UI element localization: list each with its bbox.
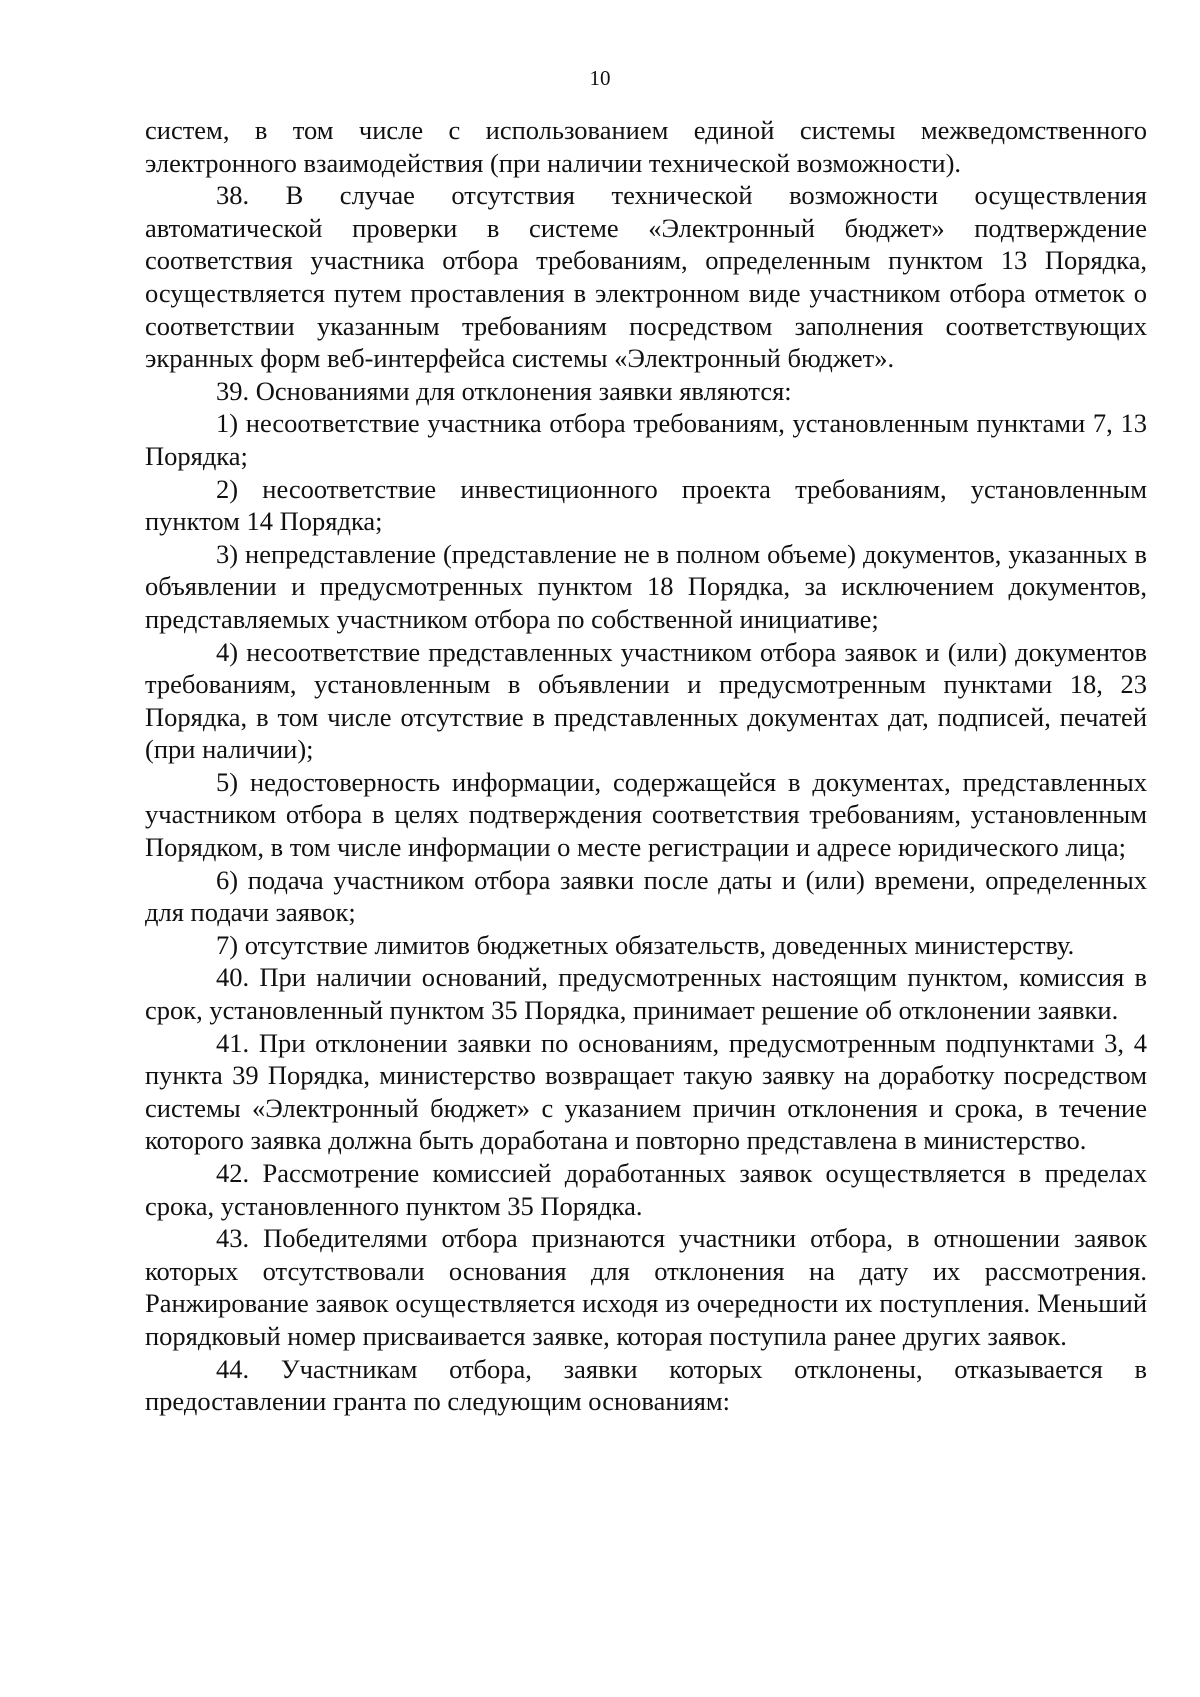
paragraph-40: 40. При наличии оснований, предусмотренных настоящим пунктом, комиссия в срок, установленный пунктом 35 Порядка, принимает решение об отклонении заявки.	[145, 962, 1147, 1026]
paragraph-continuation: систем, в том числе с использованием единой системы межведомственного электронного взаимодействия (при наличии технической возможности).	[145, 115, 1147, 178]
subitem-39-4: 4) несоответствие представленных участником отбора заявок и (или) документов требованиям, установленным в объявлении и предусмотренным пунктами 18, 23 Порядка, в том числе отсутствие в представленных документах дат, подписей, печатей (при наличии);	[145, 636, 1147, 765]
paragraph-38: 38. В случае отсутствия технической возможности осуществления автоматической проверки в системе «Электронный бюджет» подтверждение соответствия участника отбора требованиям, определенным пунктом 13 Порядка, осуществляется путем проставления в электронном виде участником отбора отметок о соответствии указанным требованиям посредством заполнения соответствующих экранных форм веб-интерфейса системы «Электронный бюджет».	[145, 180, 1147, 374]
subitem-39-2: 2) несоответствие инвестиционного проекта требованиям, установленным пунктом 14 Порядка;	[145, 473, 1147, 537]
paragraph-43: 43. Победителями отбора признаются участники отбора, в отношении заявок которых отсутствовали основания для отклонения на дату их рассмотрения. Ранжирование заявок осуществляется исходя из очередности их поступления. Меньший порядковый номер присваивается заявке, которая поступила ранее других заявок.	[145, 1223, 1147, 1351]
page-number: 10	[589, 66, 611, 90]
subitem-39-1: 1) несоответствие участника отбора требованиям, установленным пунктами 7, 13 Порядка;	[145, 408, 1147, 471]
paragraph-44: 44. Участникам отбора, заявки которых отклонены, отказывается в предоставлении гранта по следующим основаниям:	[145, 1353, 1147, 1417]
paragraph-42: 42. Рассмотрение комиссией доработанных заявок осуществляется в пределах срока, установленного пунктом 35 Порядка.	[145, 1158, 1147, 1221]
paragraph-39: 39. Основаниями для отклонения заявки являются:	[216, 375, 792, 406]
paragraph-41: 41. При отклонении заявки по основаниям, предусмотренным подпунктами 3, 4 пункта 39 Порядка, министерство возвращает такую заявку на доработку посредством системы «Электронный бюджет» с указанием причин отклонения и срока, в течение которого заявка должна быть доработана и повторно представлена в министерство.	[145, 1027, 1147, 1156]
subitem-39-6: 6) подача участником отбора заявки после даты и (или) времени, определенных для подачи заявок;	[145, 864, 1147, 928]
subitem-39-7: 7) отсутствие лимитов бюджетных обязательств, доведенных министерству.	[216, 929, 1075, 960]
subitem-39-3: 3) непредставление (представление не в полном объеме) документов, указанных в объявлении и предусмотренных пунктом 18 Порядка, за исключением документов, представляемых участником отбора по собственной инициативе;	[145, 538, 1147, 634]
document-body	[145, 114, 1147, 1418]
subitem-39-5: 5) недостоверность информации, содержащейся в документах, представленных участником отбора в целях подтверждения соответствия требованиям, установленным Порядком, в том числе информации о месте регистрации и адресе юридического лица;	[145, 766, 1147, 863]
